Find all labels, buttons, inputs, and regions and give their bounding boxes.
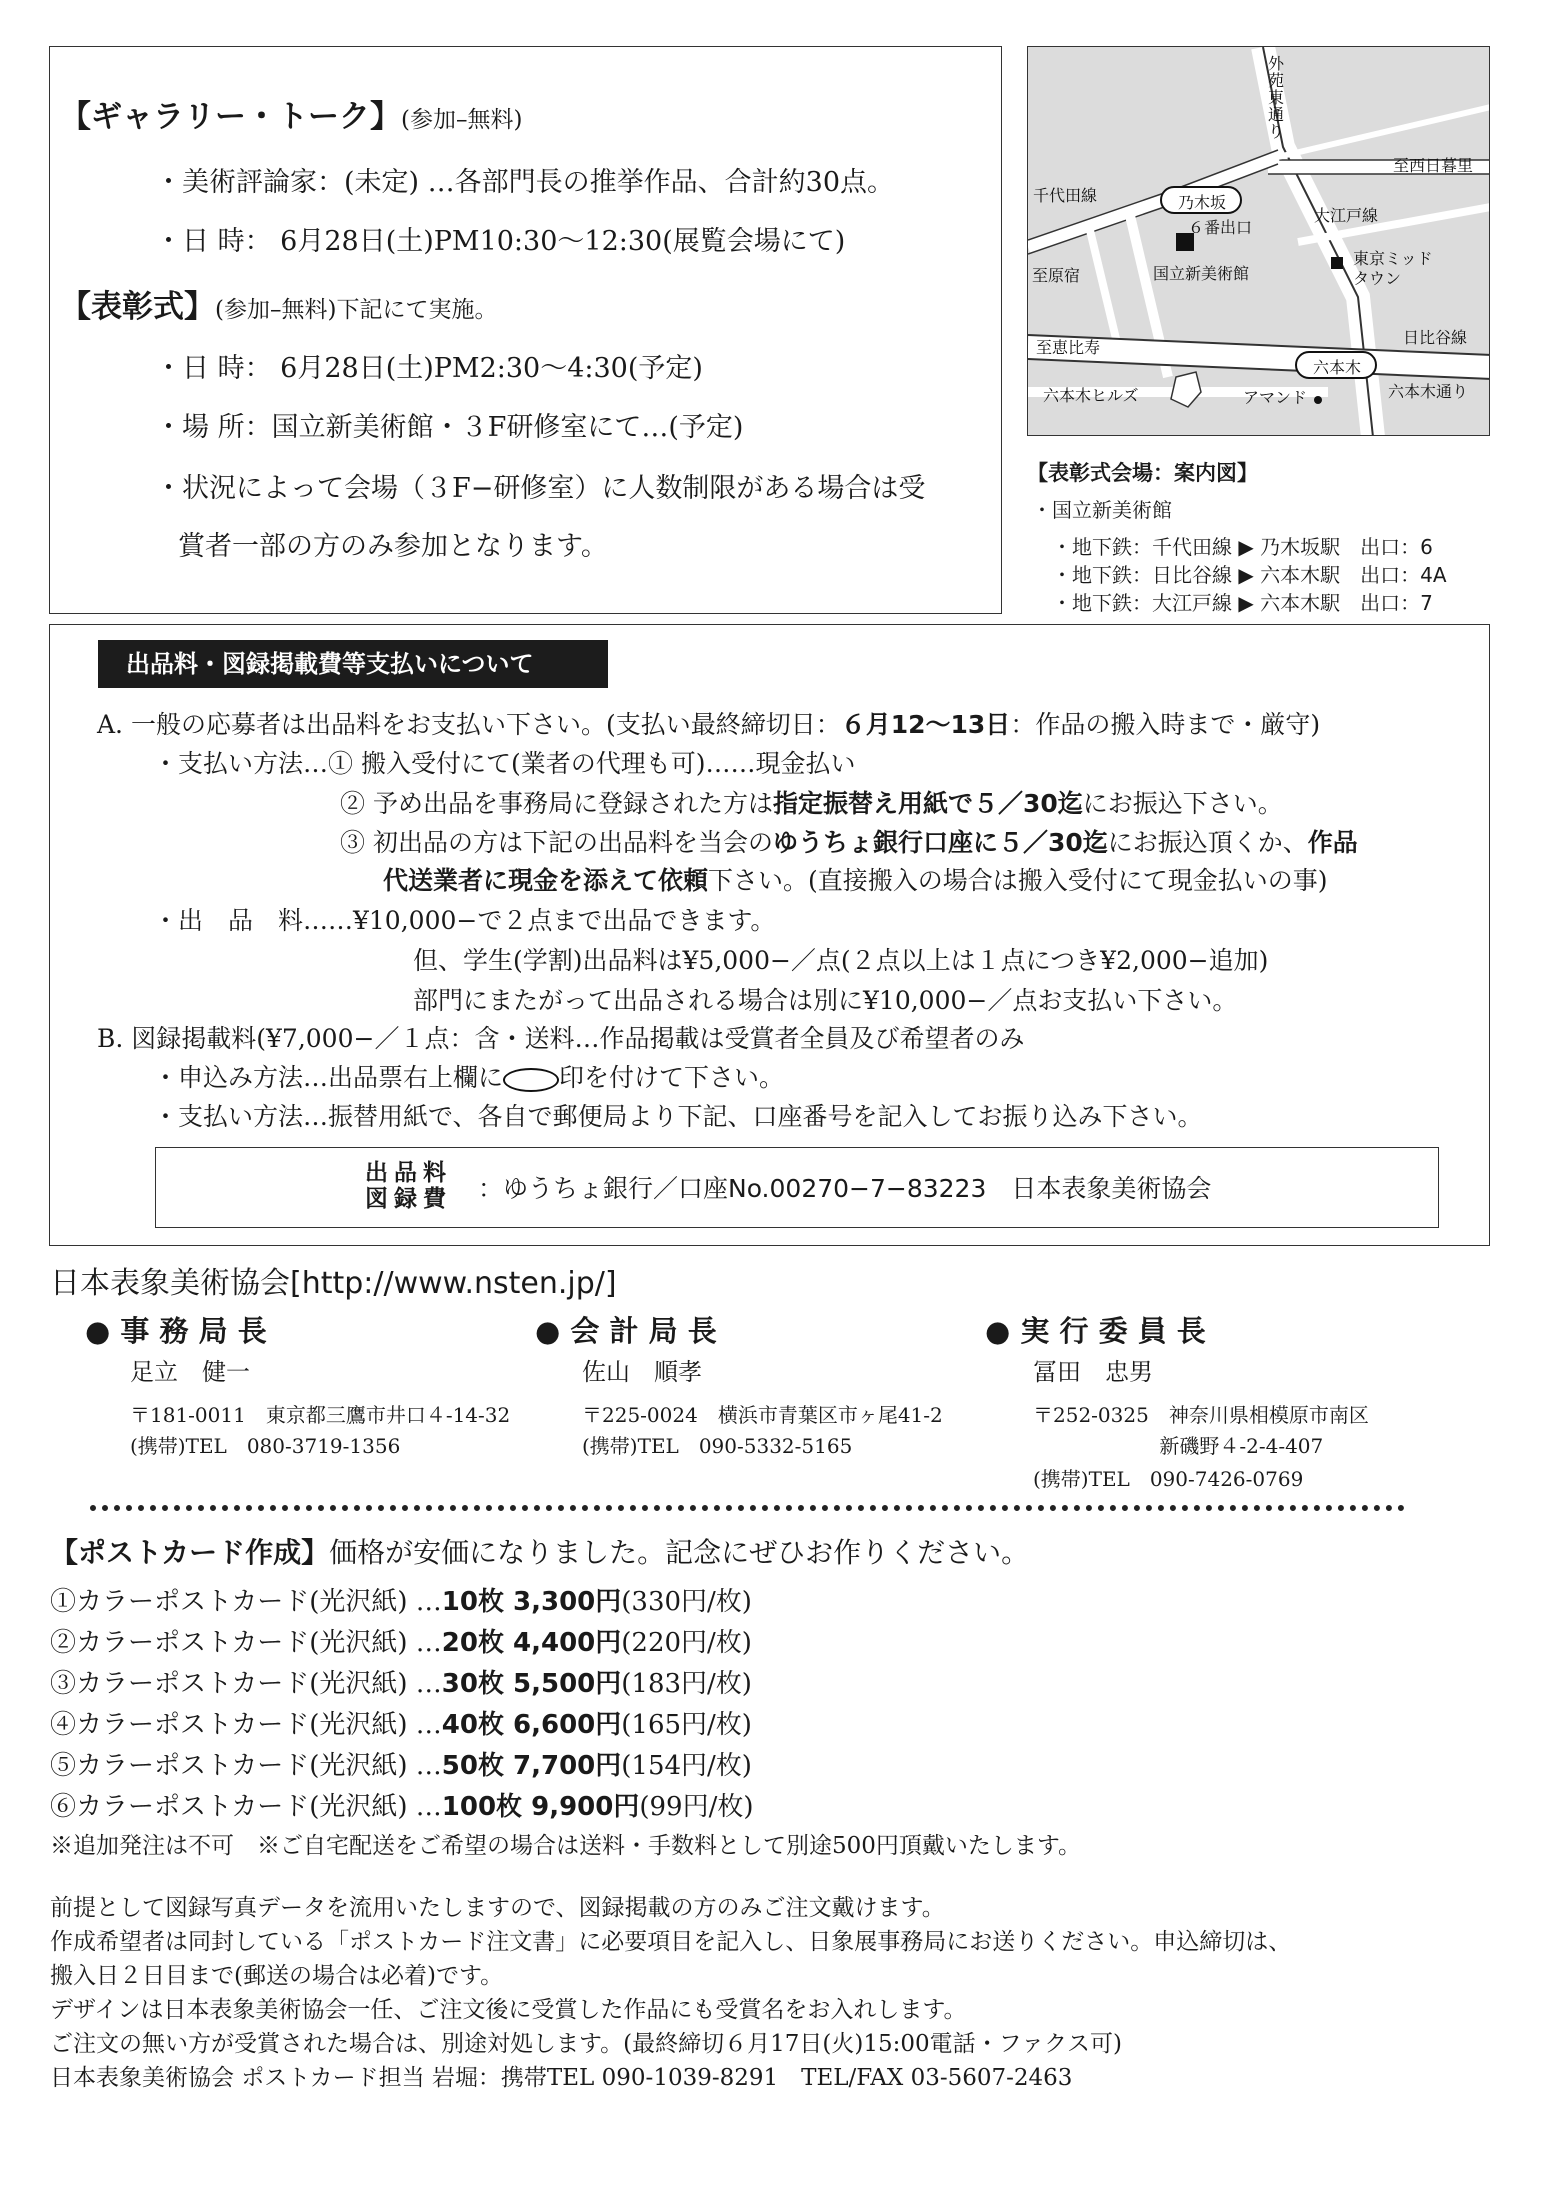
map-caption-title: 【表彰式会場：案内図】 [1027,461,1258,485]
officer-address: 〒252-0325 神奈川県相模原市南区 [1033,1403,1369,1427]
payment-method-3b-bold: 代送業者に現金を添えて依頼 [383,866,709,895]
postcard-item [50,1790,754,1824]
postcard-item-qty: 40枚 6,600円 [441,1710,622,1740]
ceremony-note: (参加–無料)下記にて実施。 [215,297,498,323]
postcard-item-unit: (220円/枚) [621,1628,752,1658]
officer-address-cont: 新磯野４-2-4-407 [1033,1434,1324,1458]
postcard-title: 【ポストカード作成】 [50,1536,330,1569]
officer-address: 〒225-0024 横浜市青葉区市ヶ尾41-2 [582,1403,943,1427]
postcard-note: ※追加発注は不可 ※ご自宅配送をご希望の場合は送料・手数料として別途500円頂戴いたします。 [50,1833,1082,1859]
payment-method-2-bold: 指定振替え用紙で５／30迄 [772,789,1083,818]
postcard-item-label: ④カラーポストカード(光沢紙) … [50,1710,442,1740]
map-label-roppongi-st: 六本木通り [1388,382,1469,401]
postcard-contact: 日本表象美術協会 ポストカード担当 岩堀：携帯TEL 090-1039-8291 TEL/FAX 03-5607-2463 [50,2065,1073,2091]
postcard-note-2: 作成希望者は同封している「ポストカード注文書」に必要項目を記入し、日象展事務局にお送りください。申込締切は、 [50,1929,1292,1955]
officer-role: ● 実 行 委 員 長 [985,1314,1206,1348]
postcard-heading [50,1536,1029,1570]
postcard-item-qty: 30枚 5,500円 [441,1669,622,1699]
postcard-note-5: ご注文の無い方が受賞された場合は、別途対処します。(最終締切６月17日(火)15:00電話・ファクス可) [50,2031,1122,2057]
gallery-talk-line-critic: ・美術評論家：(未定) …各部門長の推挙作品、合計約30点。 [155,167,895,198]
postcard-title-note: 価格が安価になりました。記念にぜひお作りください。 [329,1536,1030,1569]
map-caption-nact: ・国立新美術館 [1032,498,1172,522]
payment-method-1: ・支払い方法…① 搬入受付にて(業者の代理も可)……現金払い [153,749,856,778]
map-label-ebisu: 至恵比寿 [1036,338,1101,357]
ceremony-line-datetime: ・日 時： 6月28日(土)PM2:30〜4:30(予定) [155,353,703,384]
account-label-catalog: 図録費 [365,1186,452,1212]
postcard-note-3: 搬入日２日目まで(郵送の場合は必着)です。 [50,1963,504,1989]
map-caption-chiyoda: ・地下鉄：千代田線 ▶ 乃木坂駅 出口：6 [1052,535,1433,559]
map-label-chiyoda: 千代田線 [1033,186,1098,205]
map-label-exit6: ６番出口 [1188,218,1253,237]
map-label-oedo: 大江戸線 [1314,206,1379,225]
account-labels [365,1160,452,1212]
map-label-nogizaka: 乃木坂 [1178,193,1227,212]
payment-method-3-mid: にお振込頂くか、 [1107,828,1308,857]
map-label-harajuku: 至原宿 [1032,266,1081,285]
postcard-item-label: ⑤カラーポストカード(光沢紙) … [50,1751,442,1781]
officer-tel: (携帯)TEL 090-5332-5165 [582,1434,853,1458]
payment-a-deadline: ６月12〜13日 [840,710,1011,739]
gallery-talk-heading [60,100,522,137]
payment-method-3-bold2: 作品 [1307,828,1358,857]
payment-b-apply-pre: ・申込み方法…出品票右上欄に [153,1063,504,1092]
map-label-almond: アマンド [1243,388,1308,407]
postcard-item [50,1626,752,1660]
payment-a-post: ：作品の搬入時まで・厳守) [1010,710,1321,739]
officer-address: 〒181-0011 東京都三鷹市井口４-14-32 [130,1403,511,1427]
map-label-hibiya: 日比谷線 [1403,328,1468,347]
officer-tel: (携帯)TEL 080-3719-1356 [130,1434,401,1458]
map-label-gaien: 外苑東通り [1268,54,1285,141]
officer-name: 佐山 順孝 [582,1358,702,1386]
payment-method-3-cont [383,864,1328,898]
postcard-item-label: ⑥カラーポストカード(光沢紙) … [50,1792,442,1822]
officer-tel: (携帯)TEL 090-7426-0769 [1033,1467,1304,1491]
payment-fee-student: 但、学生(学割)出品料は¥5,000−／点(２点以上は１点につき¥2,000−追加) [413,946,1269,975]
postcard-note-1: 前提として図録写真データを流用いたしますので、図録掲載の方のみご注文戴けます。 [50,1895,945,1921]
ceremony-line-place: ・場 所：国立新美術館・３F研修室にて…(予定) [155,412,744,443]
dotted-divider [90,1505,1405,1511]
postcard-item-qty: 50枚 7,700円 [441,1751,622,1781]
postcard-item-label: ③カラーポストカード(光沢紙) … [50,1669,442,1699]
postcard-item-label: ①カラーポストカード(光沢紙) … [50,1587,442,1617]
payment-method-3b-post: 下さい。(直接搬入の場合は搬入受付にて現金払いの事) [708,866,1328,895]
postcard-item-label: ②カラーポストカード(光沢紙) … [50,1628,442,1658]
officer-role: ● 会 計 局 長 [535,1314,717,1348]
postcard-item [50,1585,752,1619]
officer-name: 冨田 忠男 [1033,1358,1153,1386]
ceremony-heading [60,290,497,327]
officer-name: 足立 健一 [130,1358,250,1386]
payment-method-3-pre: ③ 初出品の方は下記の出品料を当会の [340,828,773,857]
postcard-item-qty: 100枚 9,900円 [441,1792,640,1822]
payment-method-2-post: にお振込下さい。 [1082,789,1283,818]
payment-b-apply-post: 印を付けて下さい。 [559,1063,785,1092]
association-name: 日本表象美術協会[http://www.nsten.jp/] [50,1266,617,1301]
ceremony-line-limit-cont: 賞者一部の方のみ参加となります。 [178,531,608,562]
payment-b-line: B. 図録掲載料(¥7,000−／１点：含・送料…作品掲載は受賞者全員及び希望者のみ [97,1024,1025,1053]
postcard-item [50,1749,752,1783]
map-roads [1028,47,1490,436]
access-map [1027,46,1490,436]
gallery-talk-title: 【ギャラリー・トーク】 [60,99,401,135]
map-label-nishinippori: 至西日暮里 [1393,156,1474,175]
payment-method-2 [340,787,1283,821]
ceremony-title: 【表彰式】 [60,289,215,325]
payment-fee-multi: 部門にまたがって出品される場合は別に¥10,000−／点お支払い下さい。 [413,986,1238,1015]
payment-a-line [97,708,1320,742]
postcard-item-unit: (99円/枚) [639,1792,754,1822]
payment-a-pre: A. 一般の応募者は出品料をお支払い下さい。(支払い最終締切日： [97,710,841,739]
map-label-roppongi: 六本木 [1313,358,1362,377]
map-caption-oedo: ・地下鉄：大江戸線 ▶ 六本木駅 出口：7 [1052,591,1433,615]
postcard-item [50,1667,752,1701]
payment-method-3-bold: ゆうちょ銀行口座に５／30迄 [772,828,1108,857]
circle-mark-icon [503,1068,559,1092]
map-label-hills: 六本木ヒルズ [1043,386,1139,405]
payment-method-3 [340,826,1358,860]
postcard-item-unit: (330円/枚) [621,1587,752,1617]
map-label-midtown: 東京ミッド タウン [1353,249,1433,288]
postcard-item-unit: (154円/枚) [621,1751,752,1781]
postcard-item-unit: (183円/枚) [621,1669,752,1699]
gallery-talk-note: (参加–無料) [401,107,523,133]
payment-b-pay: ・支払い方法…振替用紙で、各自で郵便局より下記、口座番号を記入してお振り込み下さい。 [153,1102,1203,1131]
officer-role: ● 事 務 局 長 [85,1314,267,1348]
gallery-talk-line-datetime: ・日 時： 6月28日(土)PM10:30〜12:30(展覧会場にて) [155,226,846,257]
ceremony-line-limit: ・状況によって会場（３F−研修室）に人数制限がある場合は受 [155,473,926,504]
payment-b-apply [153,1061,784,1095]
postcard-item-qty: 20枚 4,400円 [441,1628,622,1658]
postcard-item [50,1708,752,1742]
payment-method-2-pre: ② 予め出品を事務局に登録された方は [340,789,773,818]
payment-fee: ・出 品 料……¥10,000−で２点まで出品できます。 [153,906,776,935]
account-info: ：ゆうちょ銀行／口座No.00270−7−83223 日本表象美術協会 [478,1174,1212,1203]
postcard-item-unit: (165円/枚) [621,1710,752,1740]
postcard-note-4: デザインは日本表象美術協会一任、ご注文後に受賞した作品にも受賞名をお入れします。 [50,1997,967,2023]
account-label-fee: 出品料 [365,1160,452,1186]
payment-heading: 出品料・図録掲載費等支払いについて [98,640,608,688]
postcard-item-qty: 10枚 3,300円 [441,1587,622,1617]
map-label-nact: 国立新美術館 [1153,264,1250,283]
map-caption-hibiya: ・地下鉄：日比谷線 ▶ 六本木駅 出口：4A [1052,563,1447,587]
